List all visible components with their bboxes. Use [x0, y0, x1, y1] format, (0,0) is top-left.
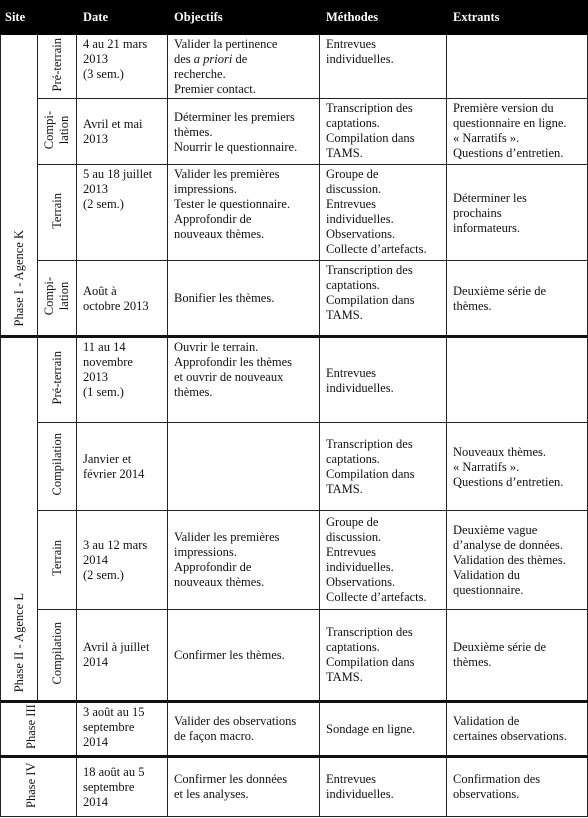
date-line: 2014 — [83, 794, 108, 809]
methodes-line: Transcription des — [326, 263, 413, 278]
objectifs-cell — [168, 35, 320, 99]
methodes-line: Entrevues — [326, 545, 376, 560]
objectifs-line: Valider des observations — [174, 714, 297, 729]
extrants-line: prochains — [453, 205, 502, 220]
stage-label — [50, 351, 65, 404]
methodes-line: Groupe de — [326, 515, 379, 530]
extrants-cell — [447, 609, 588, 702]
table-row — [1, 510, 588, 609]
methodes-line: TAMS. — [326, 308, 363, 323]
objectifs-cell — [168, 164, 320, 261]
phase-label-cell — [1, 756, 77, 816]
extrants-line: Deuxième vague — [453, 522, 538, 537]
extrants-line: observations. — [453, 787, 520, 802]
methodes-line: discussion. — [326, 181, 382, 196]
objectifs-cell — [168, 510, 320, 609]
date-cell — [77, 756, 168, 816]
methodes-line: Entrevues — [326, 196, 376, 211]
methodes-line: Collecte d’artefacts. — [326, 241, 427, 256]
date-cell — [77, 510, 168, 609]
extrants-cell — [447, 336, 588, 423]
table-row — [1, 261, 588, 336]
extrants-cell — [447, 99, 588, 164]
date-line: Janvier et — [83, 452, 132, 467]
stage-cell — [38, 423, 77, 511]
extrants-line: questionnaire en ligne. — [453, 116, 567, 131]
objectifs-line: Tester le questionnaire. — [174, 196, 291, 211]
objectifs-line: Valider les premières — [174, 166, 280, 181]
table-row — [1, 756, 588, 816]
date-line: 2014 — [83, 552, 108, 567]
stage-cell — [38, 164, 77, 261]
extrants-line: questionnaire. — [453, 582, 524, 597]
date-line: février 2014 — [83, 467, 145, 482]
date-line: 3 au 12 mars — [83, 537, 148, 552]
date-cell — [77, 423, 168, 511]
stage-label — [50, 193, 65, 229]
extrants-cell — [447, 510, 588, 609]
methodes-line: Compilation dans — [326, 131, 415, 146]
extrants-cell — [447, 164, 588, 261]
objectifs-line: thèmes. — [174, 384, 213, 399]
methodes-line: discussion. — [326, 530, 382, 545]
objectifs-line: et les analyses. — [174, 787, 249, 802]
stage-label-line: lation — [57, 115, 71, 144]
methodes-line: Entrevues — [326, 365, 376, 380]
date-line: (1 sem.) — [83, 384, 124, 399]
date-line: (2 sem.) — [83, 567, 124, 582]
date-line: novembre — [83, 354, 133, 369]
objectifs-line: Approfondir de — [174, 560, 252, 575]
stage-label-line: Terrain — [49, 539, 64, 576]
stage-label-line: lation — [57, 281, 71, 311]
objectifs-line: et ouvrir de nouveaux — [174, 369, 284, 384]
stage-label-line: Compi- — [42, 277, 56, 316]
extrants-cell — [447, 261, 588, 336]
phase-label: Phase IV — [23, 762, 38, 808]
extrants-line: Validation des thèmes. — [453, 552, 566, 567]
phase-label: Phase I - Agence K — [11, 230, 26, 327]
table-row — [1, 164, 588, 261]
objectifs-line: de façon macro. — [174, 729, 255, 744]
table-row — [1, 336, 588, 423]
objectifs-cell — [168, 756, 320, 816]
methodes-line: Transcription des — [326, 101, 413, 116]
date-line: 18 août au 5 — [83, 764, 145, 779]
objectifs-line: Déterminer les premiers — [174, 109, 295, 124]
methodes-line: individuelles. — [326, 380, 394, 395]
stage-cell — [38, 261, 77, 336]
objectifs-cell — [168, 261, 320, 336]
header-site: Site — [1, 1, 38, 35]
date-line: 5 au 18 juillet — [83, 166, 153, 181]
extrants-line: Validation de — [453, 714, 520, 729]
extrants-line: « Narratifs ». — [453, 131, 520, 146]
header-stage — [38, 1, 77, 35]
header-row — [1, 1, 588, 35]
methodes-line: Entrevues — [326, 772, 376, 787]
objectifs-cell — [168, 702, 320, 756]
extrants-cell — [447, 702, 588, 756]
date-line: 2014 — [83, 735, 108, 750]
stage-cell — [38, 609, 77, 702]
date-line: (2 sem.) — [83, 196, 124, 211]
objectifs-line: Approfondir de — [174, 211, 252, 226]
methodes-line: individuelles. — [326, 787, 394, 802]
date-line: 2013 — [83, 369, 108, 384]
date-cell — [77, 164, 168, 261]
objectifs-line: Confirmer les données — [174, 772, 288, 787]
methodes-cell — [320, 702, 447, 756]
objectifs-line: Valider les premières — [174, 530, 280, 545]
stage-label-line: Pré-terrain — [49, 37, 64, 92]
date-cell — [77, 261, 168, 336]
extrants-line: Déterminer les — [453, 190, 527, 205]
methodes-cell — [320, 99, 447, 164]
methodes-line: Observations. — [326, 575, 396, 590]
objectifs-line: Confirmer les thèmes. — [174, 647, 285, 662]
methodes-line: Transcription des — [326, 437, 413, 452]
methodes-line: captations. — [326, 640, 380, 655]
methodes-line: Compilation dans — [326, 293, 415, 308]
phase-label-cell — [1, 336, 38, 701]
date-line: (3 sem.) — [83, 67, 124, 81]
methodes-cell — [320, 35, 447, 99]
objectifs-line: Valider la pertinence — [174, 37, 278, 51]
methodes-line: TAMS. — [326, 670, 363, 685]
methodes-line: Compilation dans — [326, 655, 415, 670]
extrants-line: Deuxième série de — [453, 640, 547, 655]
methodes-line: captations. — [326, 452, 380, 467]
objectifs-line: Ouvrir le terrain. — [174, 339, 259, 354]
date-line: 2014 — [83, 655, 108, 670]
stage-label — [42, 111, 72, 149]
objectifs-line: Nourrir le questionnaire. — [174, 139, 298, 154]
extrants-line: informateurs. — [453, 220, 520, 235]
methodes-cell — [320, 756, 447, 816]
extrants-cell — [447, 35, 588, 99]
date-line: 2013 — [83, 181, 108, 196]
table-row — [1, 99, 588, 164]
phase-label-cell — [1, 35, 38, 337]
methodes-line: Groupe de — [326, 166, 379, 181]
stage-cell — [38, 35, 77, 99]
stage-label — [50, 38, 65, 91]
methodes-line: TAMS. — [326, 146, 363, 161]
date-line: 4 au 21 mars — [83, 37, 148, 51]
methodes-cell — [320, 423, 447, 511]
date-cell — [77, 609, 168, 702]
methodes-line: Entrevues — [326, 37, 376, 51]
italic-term: a priori — [193, 52, 233, 66]
methodes-cell — [320, 164, 447, 261]
extrants-line: Questions d’entretien. — [453, 474, 564, 489]
extrants-line: Première version du — [453, 101, 554, 116]
phase-label: Phase III — [23, 704, 38, 750]
methodes-line: Sondage en ligne. — [326, 721, 416, 736]
stage-cell — [38, 99, 77, 164]
header-extrants: Extrants — [447, 1, 588, 35]
date-cell — [77, 336, 168, 423]
methodes-cell — [320, 609, 447, 702]
extrants-line: thèmes. — [453, 298, 492, 313]
methodes-line: individuelles. — [326, 211, 394, 226]
extrants-line: « Narratifs ». — [453, 459, 520, 474]
extrants-line: Validation du — [453, 567, 521, 582]
methodes-cell — [320, 510, 447, 609]
table-row — [1, 423, 588, 511]
objectifs-line: impressions. — [174, 181, 237, 196]
date-line: Avril et mai — [83, 117, 143, 132]
phase-label: Phase II - Agence L — [11, 592, 26, 693]
extrants-line: d’analyse de données. — [453, 537, 564, 552]
methodes-cell — [320, 261, 447, 336]
objectifs-line: Approfondir les thèmes — [174, 354, 293, 369]
stage-label-line: Pré-terrain — [49, 351, 64, 405]
date-cell — [77, 702, 168, 756]
table-row — [1, 609, 588, 702]
stage-label — [42, 277, 72, 315]
date-line: 2013 — [83, 52, 108, 66]
date-cell — [77, 35, 168, 99]
date-line: septembre — [83, 779, 135, 794]
date-line: septembre — [83, 720, 135, 735]
date-line: Août à — [83, 283, 117, 298]
methodes-line: individuelles. — [326, 52, 394, 66]
methodes-line: captations. — [326, 278, 380, 293]
methodes-line: Compilation dans — [326, 467, 415, 482]
methodes-line: Transcription des — [326, 625, 413, 640]
date-line: 11 au 14 — [83, 339, 126, 354]
stage-cell — [38, 510, 77, 609]
date-line: Avril à juillet — [83, 640, 150, 655]
date-line: 3 août au 15 — [83, 705, 145, 720]
extrants-line: Nouveaux thèmes. — [453, 444, 547, 459]
stage-label — [50, 433, 65, 496]
stage-label-line: Compi- — [42, 110, 56, 149]
objectifs-cell — [168, 336, 320, 423]
extrants-line: Deuxième série de — [453, 283, 547, 298]
date-line: octobre 2013 — [83, 298, 149, 313]
date-line: 2013 — [83, 132, 108, 147]
extrants-cell — [447, 756, 588, 816]
objectifs-line: impressions. — [174, 545, 237, 560]
extrants-cell — [447, 423, 588, 511]
phase-label-cell — [1, 702, 77, 756]
stage-label-line: Compilation — [49, 433, 64, 496]
extrants-line: certaines observations. — [453, 729, 567, 744]
methodes-line: TAMS. — [326, 482, 363, 497]
objectifs-line: nouveaux thèmes. — [174, 575, 265, 590]
methodes-line: captations. — [326, 116, 380, 131]
methodes-cell — [320, 336, 447, 423]
table-row — [1, 35, 588, 99]
table-body — [1, 35, 588, 817]
objectifs-cell — [168, 423, 320, 511]
header-methodes: Méthodes — [320, 1, 447, 35]
objectifs-line: des a priori de — [174, 52, 248, 66]
objectifs-cell — [168, 99, 320, 164]
date-cell — [77, 99, 168, 164]
table-row — [1, 702, 588, 756]
extrants-line: Confirmation des — [453, 772, 541, 787]
stage-label-line: Compilation — [49, 621, 64, 685]
stage-label — [50, 540, 65, 576]
extrants-line: thèmes. — [453, 655, 492, 670]
stage-label — [50, 622, 65, 685]
stage-cell — [38, 336, 77, 423]
header-objectifs: Objectifs — [168, 1, 320, 35]
header-date: Date — [77, 1, 168, 35]
methodes-line: Observations. — [326, 226, 396, 241]
objectifs-line: nouveaux thèmes. — [174, 226, 265, 241]
objectifs-line: Bonifier les thèmes. — [174, 291, 275, 306]
methodes-line: individuelles. — [326, 560, 394, 575]
objectifs-line: Premier contact. — [174, 82, 256, 96]
stage-label-line: Terrain — [49, 192, 64, 229]
objectifs-line: recherche. — [174, 67, 226, 81]
objectifs-cell — [168, 609, 320, 702]
extrants-line: Questions d’entretien. — [453, 146, 564, 161]
methodes-line: Collecte d’artefacts. — [326, 590, 427, 605]
objectifs-line: thèmes. — [174, 124, 213, 139]
